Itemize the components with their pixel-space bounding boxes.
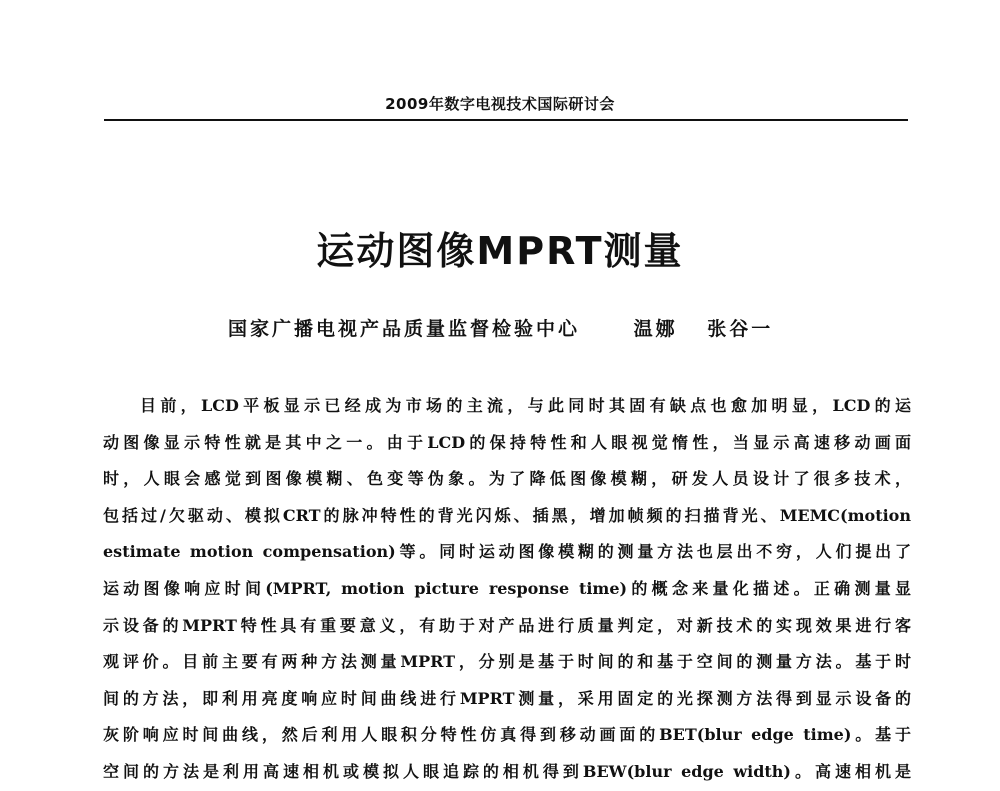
paragraph-line: 灰阶响应时间曲线，然后利用人眼积分特性仿真得到移动画面的BET(blur edge time)。基于 (103, 725, 911, 745)
paragraph-line: 空间的方法是利用高速相机或模拟人眼追踪的相机得到BEW(blur edge width)。高速相机是 (103, 761, 911, 781)
header-rule (104, 119, 908, 121)
paragraph-line: 包括过/欠驱动、模拟CRT的脉冲特性的背光闪烁、插黑，增加帧频的扫描背光、MEMC(motion (103, 505, 911, 525)
paragraph-line: estimate motion compensation)等。同时运动图像模糊的测量方法也层出不穷，人们提出了 (103, 542, 911, 562)
running-header: 2009年数字电视技术国际研讨会 (385, 95, 615, 113)
paragraph-line: 运动图像响应时间(MPRT, motion picture response time)的概念来量化描述。正确测量显 (103, 578, 911, 598)
paragraph-line: 示设备的MPRT特性具有重要意义，有助于对产品进行质量判定，对新技术的实现效果进行客 (103, 615, 911, 635)
byline (228, 314, 793, 341)
author-name: 温娜 (633, 318, 678, 340)
paragraph-line: 观评价。目前主要有两种方法测量MPRT，分别是基于时间的和基于空间的测量方法。基于时 (103, 652, 911, 672)
organization: 国家广播电视产品质量监督检验中心 (228, 318, 581, 340)
paragraph-line: 动图像显示特性就是其中之一。由于LCD的保持特性和人眼视觉惰性，当显示高速移动画面 (103, 432, 911, 452)
paragraph-line: 目前，LCD平板显示已经成为市场的主流，与此同时其固有缺点也愈加明显，LCD的运 (140, 396, 911, 415)
author-name: 张谷一 (707, 318, 774, 340)
article-title: 运动图像MPRT测量 (316, 229, 684, 273)
paragraph-line: 间的方法，即利用亮度响应时间曲线进行MPRT测量，采用固定的光探测方法得到显示设备的 (103, 688, 911, 708)
body-paragraph (103, 388, 911, 791)
paragraph-line: 时，人眼会感觉到图像模糊、色变等伪象。为了降低图像模糊，研发人员设计了很多技术， (103, 469, 911, 489)
